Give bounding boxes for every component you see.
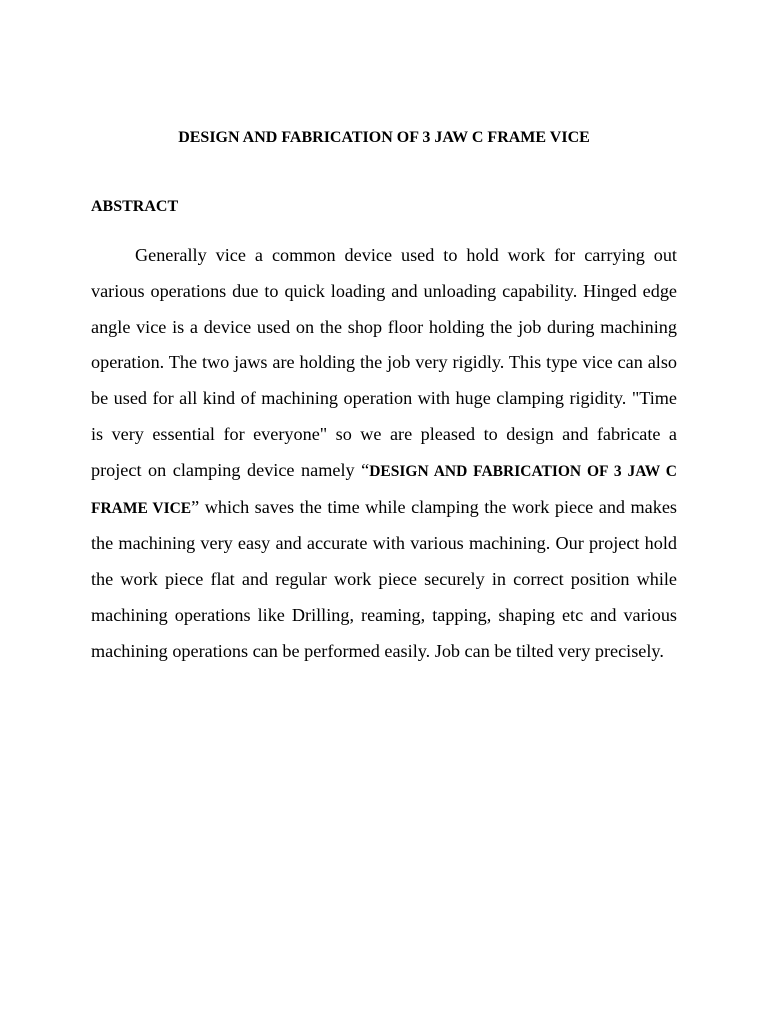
abstract-text-part2: ” which saves the time while clamping the work piece and makes the machining very easy and accurate with various machining. Our project hold the work piece flat and regular work piece securely in correct position while machining operations like Drilling, reaming, tapping, shaping etc and various machining operations can be performed easily. Job can be tilted very precisely. (91, 496, 677, 661)
document-title: DESIGN AND FABRICATION OF 3 JAW C FRAME VICE (178, 129, 590, 146)
abstract-paragraph (91, 238, 677, 670)
abstract-text-part1: Generally vice a common device used to hold work for carrying out various operations due to quick loading and unloading capability. Hinged edge angle vice is a device used on the shop floor holding the job during machining operation. The two jaws are holding the job very rigidly. This type vice can also be used for all kind of machining operation with huge clamping rigidity. "Time is very essential for everyone" so we are pleased to design and fabricate a project on clamping device namely “ (91, 245, 677, 480)
abstract-project-title: DESIGN AND FABRICATION OF 3 JAW C FRAME VICE (91, 462, 677, 517)
section-heading-abstract: ABSTRACT (91, 198, 179, 215)
